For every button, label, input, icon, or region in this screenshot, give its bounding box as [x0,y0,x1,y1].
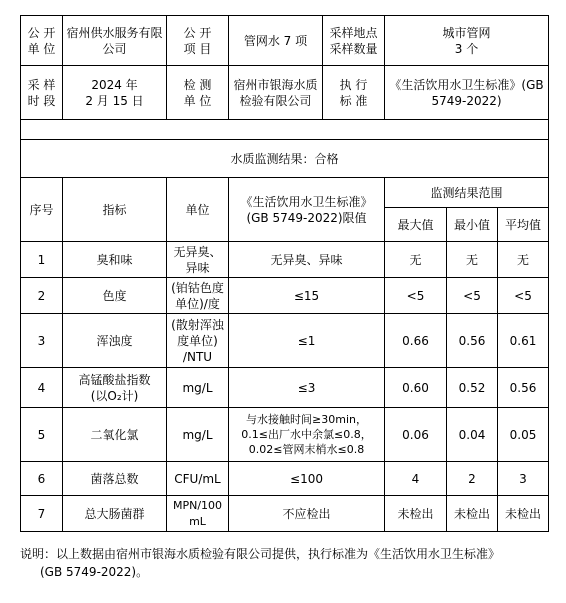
row-no: 4 [21,368,63,408]
row-indicator: 浑浊度 [63,314,167,368]
standard-value: 《生活饮用水卫生标准》(GB 5749-2022) [385,66,549,120]
header-limit: 《生活饮用水卫生标准》 (GB 5749-2022)限值 [229,178,385,242]
table-row [21,496,549,532]
time-label: 采 样 时 段 [21,66,63,120]
row-indicator: 高锰酸盐指数 (以O₂计) [63,368,167,408]
row-unit: (铂钴色度单位)/度 [167,278,229,314]
table-row [21,368,549,408]
row-indicator: 色度 [63,278,167,314]
row-limit: ≤1 [229,314,385,368]
row-no: 6 [21,462,63,496]
table-row [21,408,549,462]
row-limit: ≤15 [229,278,385,314]
row-indicator: 总大肠菌群 [63,496,167,532]
row-indicator: 臭和味 [63,242,167,278]
site-value: 城市管网 3 个 [385,16,549,66]
row-unit: MPN/100mL [167,496,229,532]
row-limit: 不应检出 [229,496,385,532]
row-min: 2 [447,462,498,496]
time-value: 2024 年 2 月 15 日 [63,66,167,120]
row-limit: 无异臭、异味 [229,242,385,278]
row-unit: mg/L [167,368,229,408]
row-min: 未检出 [447,496,498,532]
row-unit: CFU/mL [167,462,229,496]
footnote [20,545,550,581]
row-no: 1 [21,242,63,278]
footnote-line-2: (GB 5749-2022)。 [40,565,149,579]
row-indicator: 菌落总数 [63,462,167,496]
header-max: 最大值 [385,208,447,242]
row-max: 0.66 [385,314,447,368]
row-limit: ≤3 [229,368,385,408]
row-avg: 0.05 [498,408,549,462]
row-unit: (散射浑浊度单位) /NTU [167,314,229,368]
row-avg: 无 [498,242,549,278]
standard-label: 执 行 标 准 [323,66,385,120]
header-row-1 [21,178,549,208]
table-row [21,462,549,496]
unit-label: 公 开 单 位 [21,16,63,66]
row-avg: 0.56 [498,368,549,408]
table-row [21,278,549,314]
header-unit: 单位 [167,178,229,242]
row-avg: <5 [498,278,549,314]
row-max: 4 [385,462,447,496]
header-index: 指标 [63,178,167,242]
lab-value: 宿州市银海水质检验有限公司 [229,66,323,120]
table-row [21,242,549,278]
result-row [21,140,549,178]
table-row [21,314,549,368]
row-max: 未检出 [385,496,447,532]
row-min: 无 [447,242,498,278]
info-row-1 [21,16,549,66]
row-max: 0.60 [385,368,447,408]
header-seq: 序号 [21,178,63,242]
row-max: 0.06 [385,408,447,462]
row-min: 0.56 [447,314,498,368]
row-avg: 未检出 [498,496,549,532]
unit-value: 宿州供水服务有限公司 [63,16,167,66]
row-avg: 0.61 [498,314,549,368]
row-no: 3 [21,314,63,368]
row-no: 7 [21,496,63,532]
result-line: 水质监测结果：合格 [21,140,549,178]
row-limit: ≤100 [229,462,385,496]
row-min: 0.52 [447,368,498,408]
row-unit: 无异臭、异味 [167,242,229,278]
row-max: <5 [385,278,447,314]
row-max: 无 [385,242,447,278]
info-row-2 [21,66,549,120]
row-avg: 3 [498,462,549,496]
project-value: 管网水 7 项 [229,16,323,66]
header-min: 最小值 [447,208,498,242]
header-avg: 平均值 [498,208,549,242]
spacer-row [21,120,549,140]
site-label: 采样地点 采样数量 [323,16,385,66]
row-unit: mg/L [167,408,229,462]
footnote-line-1: 说明：以上数据由宿州市银海水质检验有限公司提供，执行标准为《生活饮用水卫生标准》 [20,547,501,561]
row-min: 0.04 [447,408,498,462]
row-min: <5 [447,278,498,314]
lab-label: 检 测 单 位 [167,66,229,120]
header-range: 监测结果范围 [385,178,549,208]
row-indicator: 二氧化氯 [63,408,167,462]
row-no: 5 [21,408,63,462]
project-label: 公 开 项 目 [167,16,229,66]
row-limit: 与水接触时间≥30min， 0.1≤出厂水中余氯≤0.8， 0.02≤管网末梢水≤0.8 [229,408,385,462]
spacer-cell [21,120,549,140]
row-no: 2 [21,278,63,314]
water-quality-table [20,15,549,532]
